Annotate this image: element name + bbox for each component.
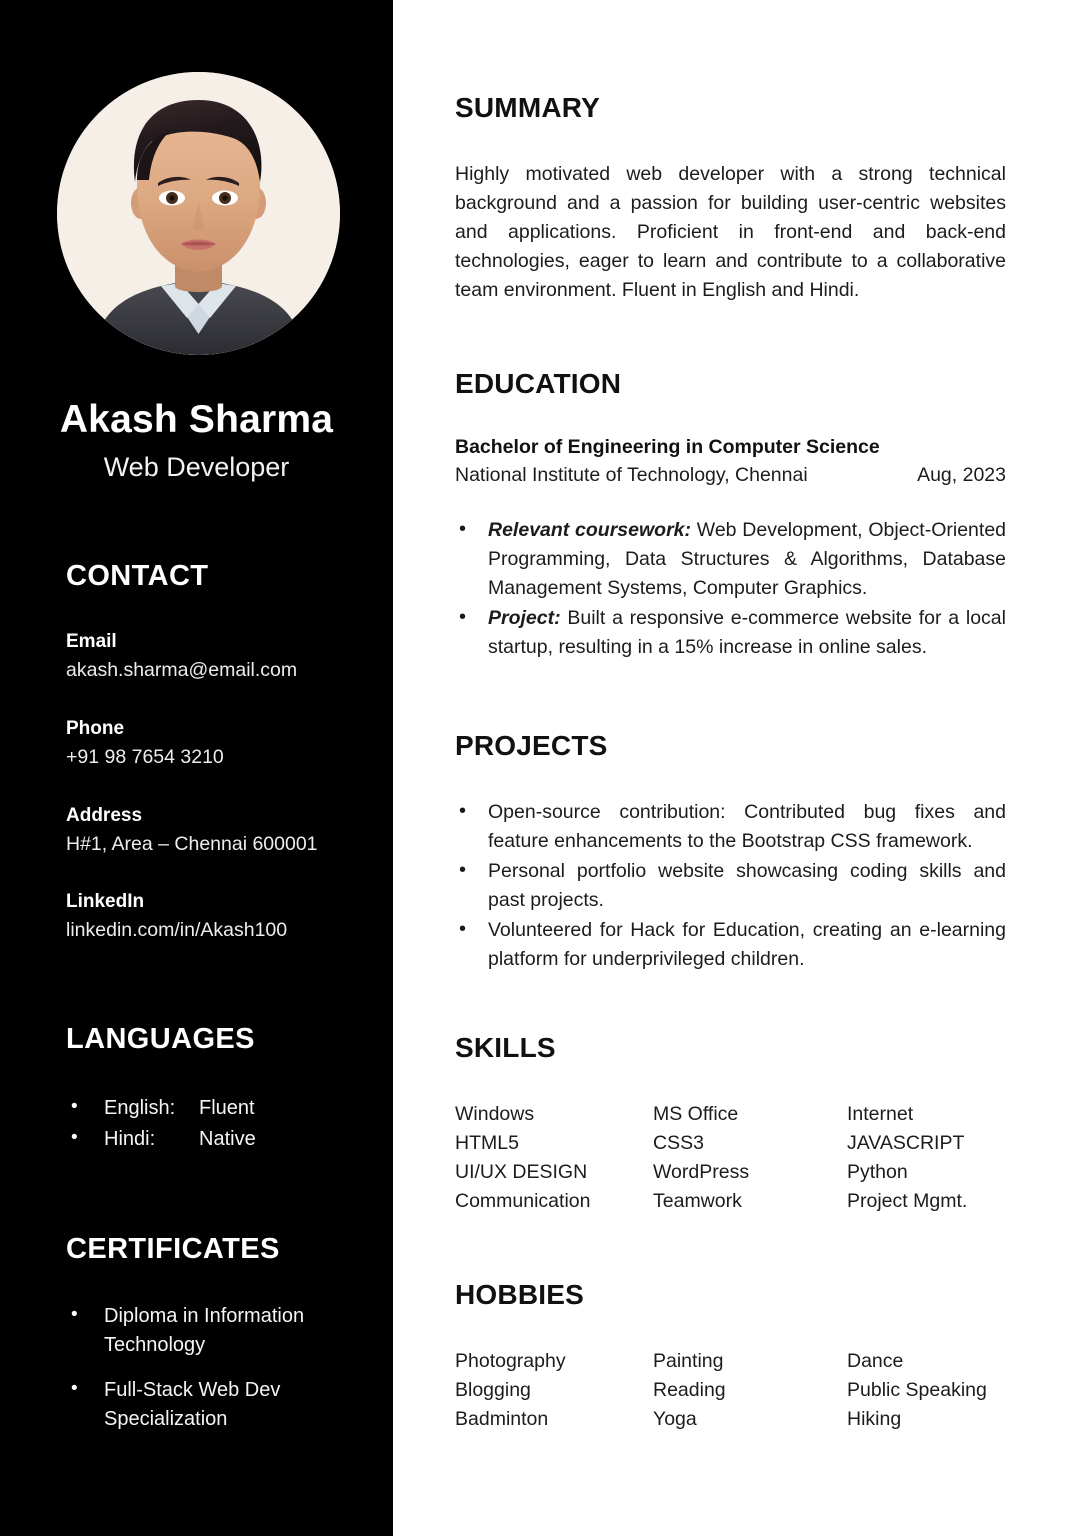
skill-item: Python (847, 1160, 908, 1183)
languages-list (66, 1093, 256, 1155)
contact-label-linkedin: LinkedIn (66, 891, 145, 912)
skill-item: Communication (455, 1189, 591, 1212)
education-heading: EDUCATION (455, 368, 622, 399)
bullet-lead: Relevant coursework: (488, 519, 692, 541)
projects-heading: PROJECTS (455, 730, 608, 761)
hobby-item: Reading (653, 1378, 726, 1401)
bullet-text: Web Development, Object-Oriented Programming, Data Structures & Algorithms, Database Management Systems, Computer Graphics. (488, 519, 1007, 600)
list-item (455, 916, 1006, 974)
languages-heading: LANGUAGES (66, 1023, 255, 1055)
hobby-item: Badminton (455, 1407, 549, 1430)
portrait-photo-icon (57, 72, 340, 355)
bullet-lead: Project: (488, 607, 561, 630)
list-item (455, 798, 1006, 856)
skill-item: Project Mgmt. (847, 1189, 968, 1212)
skills-heading: SKILLS (455, 1032, 556, 1063)
list-item: • Diploma in Information Technology (66, 1302, 366, 1360)
education-bullets (455, 516, 1006, 663)
education-institution-row (455, 464, 1006, 487)
hobby-item: Hiking (847, 1407, 902, 1430)
skill-item: MS Office (653, 1103, 739, 1125)
skill-item: JAVASCRIPT (847, 1131, 965, 1154)
skill-item: Internet (847, 1103, 914, 1125)
language-name: Hindi: (104, 1128, 156, 1150)
summary-text: Highly motivated web developer with a strong technical background and a passion for building user-centric websites and applications. Proficient in front-end and back-end technologies, eager to learn and contribute to a collaborative team environment. Fluent in English and Hindi. (455, 163, 1006, 302)
list-item (455, 604, 1006, 662)
certificates-heading: CERTIFICATES (66, 1233, 280, 1265)
person-name: Akash Sharma (59, 398, 334, 441)
contact-item-linkedin (66, 888, 287, 944)
language-name: English: (104, 1097, 176, 1119)
certificates-list (66, 1302, 366, 1450)
contact-item-email (66, 628, 297, 684)
list-item (66, 1124, 256, 1155)
hobbies-grid (455, 1347, 1025, 1434)
contact-value-email[interactable]: akash.sharma@email.com (66, 658, 298, 681)
education-date: Aug, 2023 (917, 464, 1006, 486)
bullet-text: Volunteered for Hack for Education, creating an e-learning platform for underprivileged children. (488, 919, 1006, 971)
list-item (455, 516, 1006, 603)
skills-grid (455, 1100, 1025, 1215)
hobby-item: Blogging (455, 1378, 531, 1401)
hobby-item: Public Speaking (847, 1378, 987, 1401)
language-level: Native (199, 1128, 256, 1150)
contact-label-address: Address (66, 805, 143, 826)
skill-item: CSS3 (653, 1131, 704, 1154)
hobby-item: Photography (455, 1350, 566, 1372)
education-institution: National Institute of Technology, Chennai (455, 464, 808, 486)
skill-item: Teamwork (653, 1189, 742, 1212)
education-degree: Bachelor of Engineering in Computer Science (455, 436, 880, 458)
contact-heading: CONTACT (66, 560, 209, 592)
sidebar (0, 0, 393, 1536)
hobby-item: Dance (847, 1350, 904, 1372)
skill-item: HTML5 (455, 1131, 519, 1154)
avatar (57, 72, 340, 355)
skill-item: WordPress (653, 1160, 750, 1183)
bullet-text: Open-source contribution: Contributed bug fixes and feature enhancements to the Bootstrap CSS framework. (488, 801, 1006, 853)
bullet-text: Personal portfolio website showcasing coding skills and past projects. (488, 860, 1006, 912)
skill-item: Windows (455, 1103, 535, 1125)
job-title: Web Developer (103, 452, 290, 482)
hobbies-heading: HOBBIES (455, 1279, 584, 1310)
bullet-text: Built a responsive e-commerce website for a local startup, resulting in a 15% increase in online sales. (488, 607, 1006, 659)
hobby-item: Yoga (653, 1407, 697, 1430)
contact-value-address: H#1, Area – Chennai 600001 (66, 832, 318, 855)
summary-heading: SUMMARY (455, 92, 601, 123)
contact-item-address (66, 802, 318, 858)
contact-label-email: Email (66, 631, 117, 652)
contact-item-phone (66, 715, 224, 771)
list-item (66, 1093, 256, 1124)
contact-label-phone: Phone (66, 718, 125, 739)
hobby-item: Painting (653, 1350, 724, 1372)
contact-value-phone[interactable]: +91 98 7654 3210 (66, 745, 224, 768)
list-item: • Full-Stack Web Dev Specialization (66, 1376, 366, 1434)
list-item (455, 857, 1006, 915)
contact-value-linkedin[interactable]: linkedin.com/in/Akash100 (66, 918, 288, 941)
main-content (393, 0, 1086, 1536)
skill-item: UI/UX DESIGN (455, 1160, 588, 1183)
language-level: Fluent (199, 1097, 255, 1119)
projects-bullets (455, 798, 1006, 975)
